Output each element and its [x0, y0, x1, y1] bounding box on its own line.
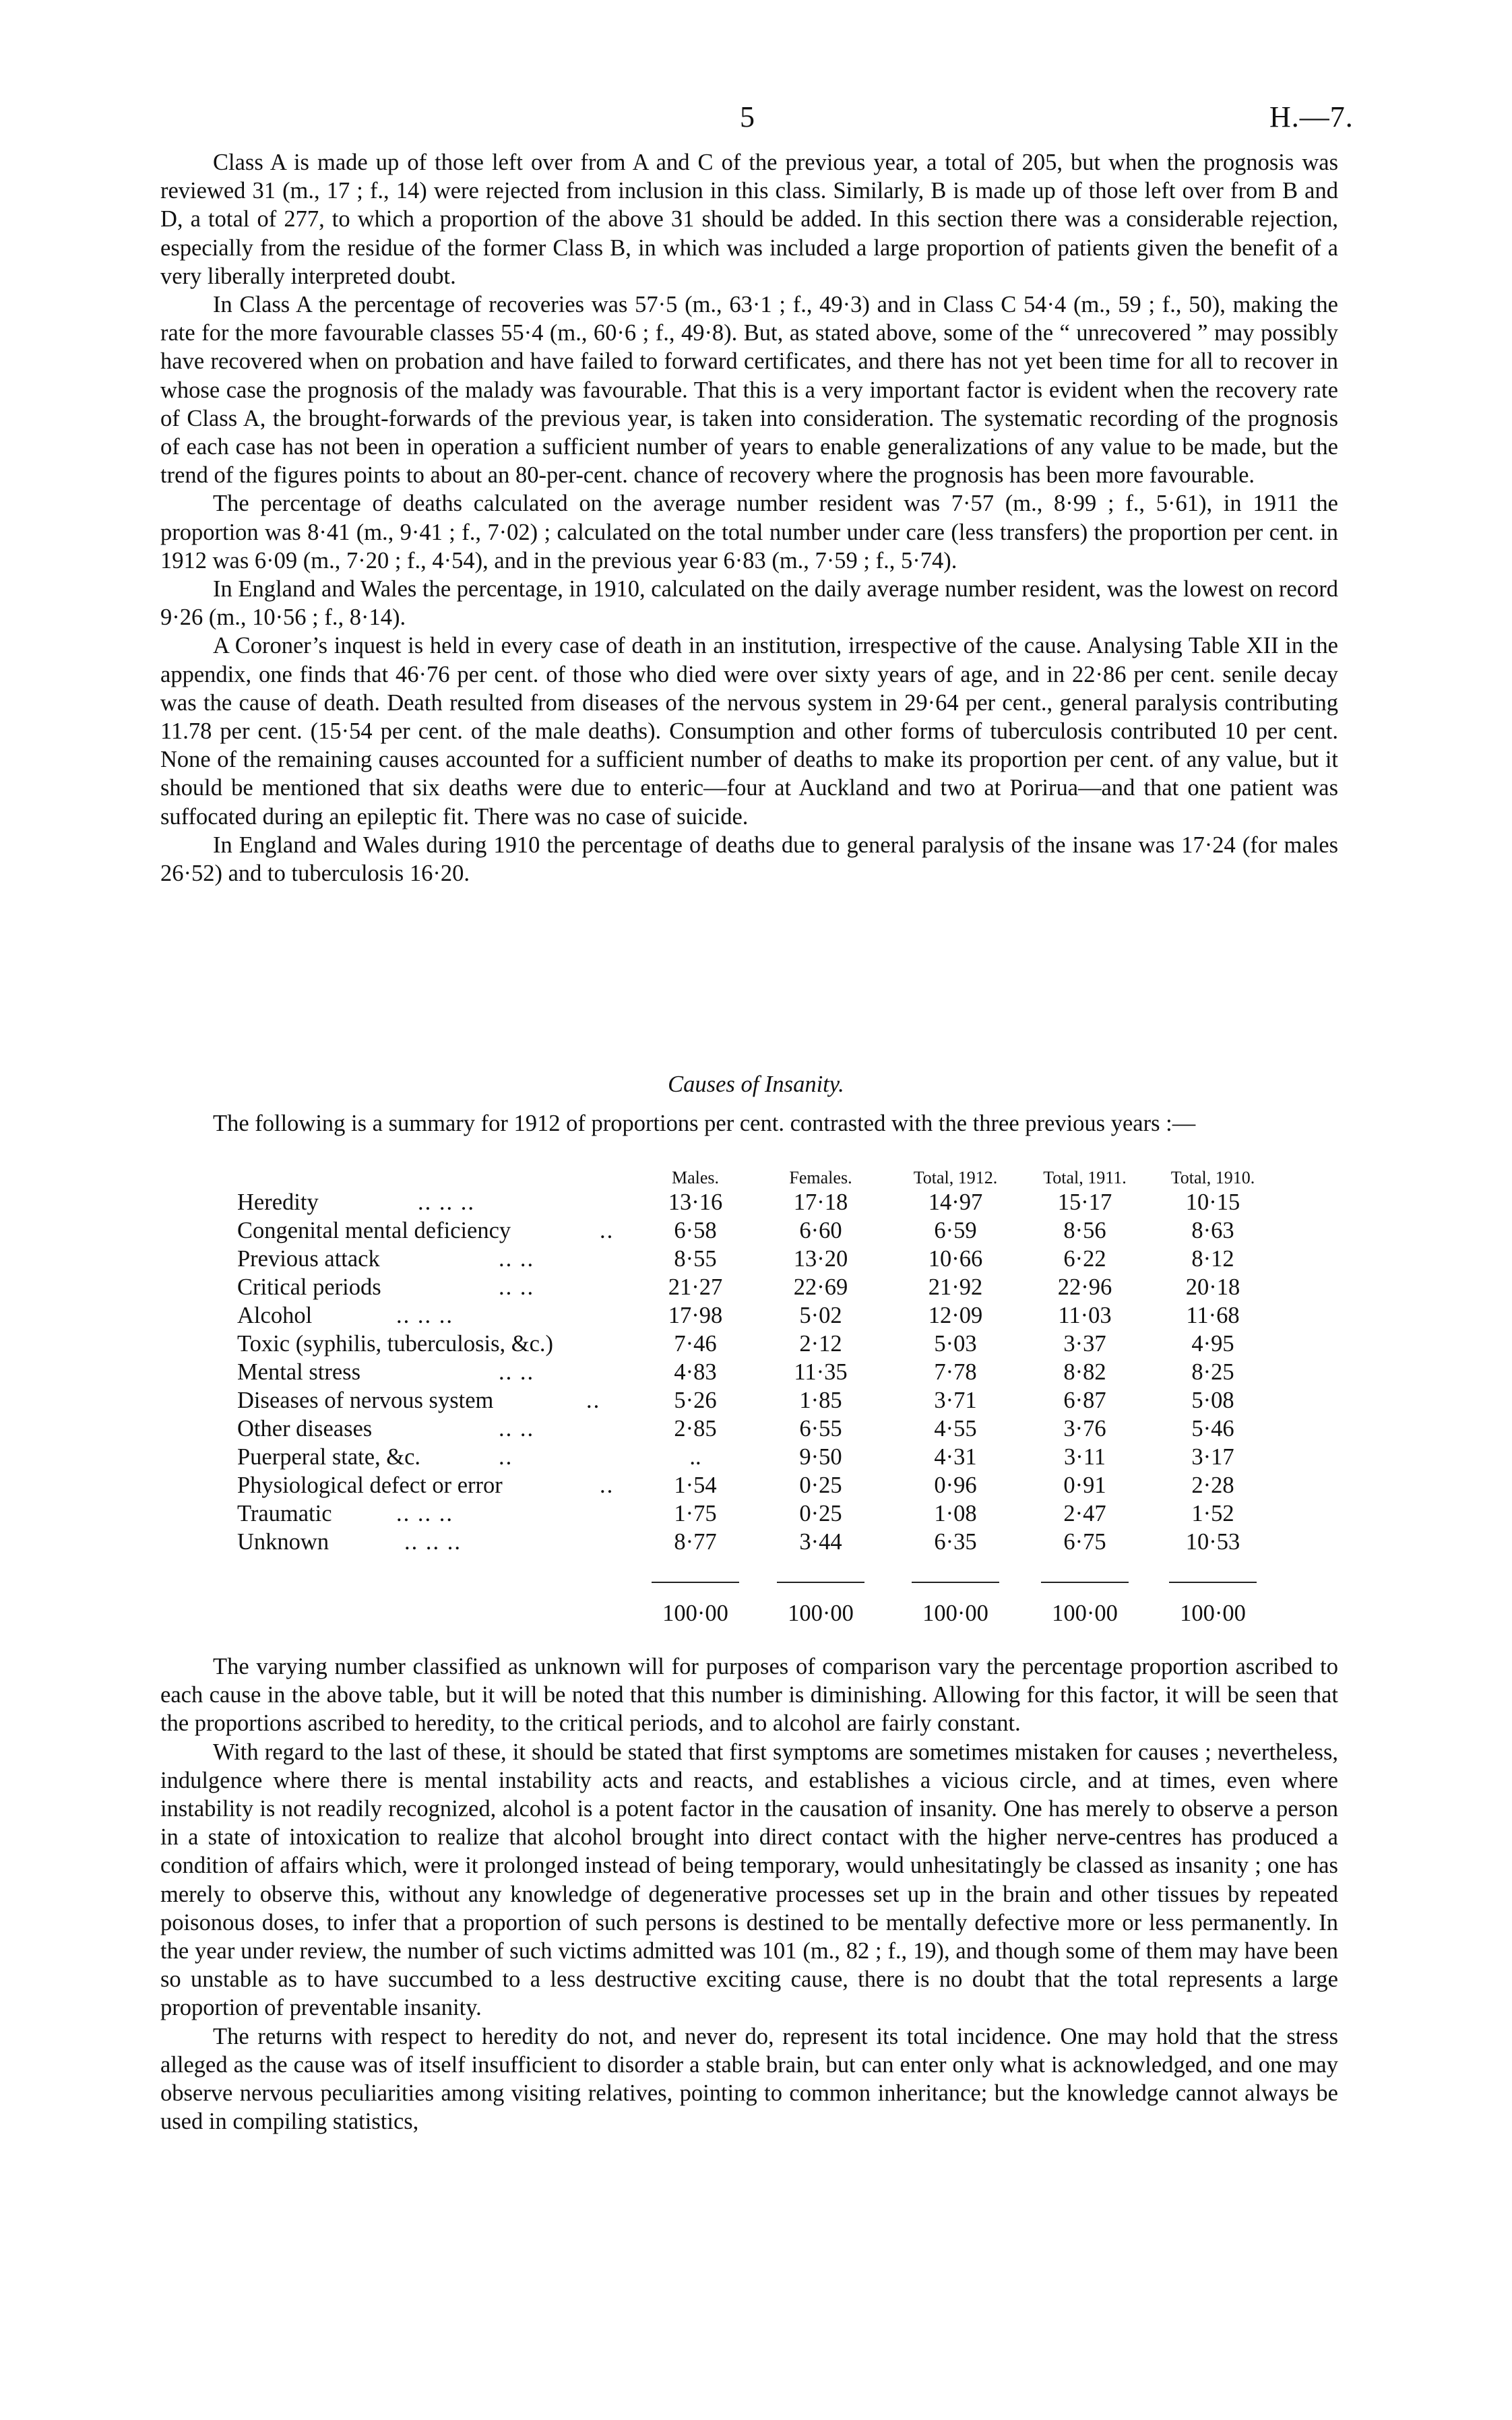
- cell-total-1910: 11·68: [1186, 1303, 1240, 1328]
- total-rule: [777, 1582, 864, 1583]
- row-label: Other diseases: [237, 1416, 373, 1441]
- cell-total-1910: 20·18: [1185, 1274, 1240, 1300]
- total-rule: [1041, 1582, 1129, 1583]
- leader-dots: .. ..: [499, 1246, 535, 1272]
- cell-males: 7·46: [674, 1331, 717, 1357]
- table-row: [0, 1388, 1512, 1416]
- cell-total-1912: 12·09: [928, 1303, 983, 1328]
- table-row: [0, 1303, 1512, 1331]
- total-rule: [912, 1582, 999, 1583]
- cell-females: 2·12: [799, 1331, 842, 1357]
- cell-total-1912: 0·96: [934, 1472, 977, 1498]
- cell-males: 4·83: [674, 1359, 717, 1385]
- row-label: Critical periods: [237, 1274, 381, 1300]
- cell-total-1911: 0·91: [1063, 1472, 1106, 1498]
- cell-males: 2·85: [674, 1416, 717, 1441]
- paragraph: The varying number classified as unknown will for purposes of comparison vary the percentage proportion ascribed to each cause in the above table, but it will be noted that this number is diminishing. Allowing for this factor, it will be seen that the proportions ascribed to heredity, to the critical periods, and to alcohol are fairly constant.: [160, 1654, 1338, 1737]
- row-label: Diseases of nervous system: [237, 1388, 494, 1413]
- cell-females: 13·20: [793, 1246, 848, 1272]
- row-label: Heredity: [237, 1189, 319, 1215]
- leader-dots: .. ..: [499, 1416, 535, 1441]
- cell-total-1911: 2·47: [1063, 1501, 1106, 1526]
- cell-total-1910: 8·12: [1191, 1246, 1234, 1272]
- cell-total-1910: 10·15: [1185, 1189, 1240, 1215]
- paragraph: A Coroner’s inquest is held in every case of death in an institution, irrespective of the cause. Analysing Table XII in the appendix, one finds that 46·76 per cent. of those who died were over sixty years of age, and in 22·86 per cent. senile decay was the cause of death. Death resulted from diseases of the nervous system in 29·64 per cent., general paralysis contributing 11.78 per cent. (15·54 per cent. of the male deaths). Consumption and other forms of tuberculosis contributed 10 per cent. None of the remaining causes accounted for a sufficient number of deaths to make its proportion per cent. of any value, but it should be mentioned that six deaths were due to enteric—four at Auckland and two at Porirua—and that one patient was suffocated during an epileptic fit. There was no case of suicide.: [160, 633, 1338, 830]
- row-label: Puerperal state, &c.: [237, 1444, 421, 1470]
- paragraph: With regard to the last of these, it should be stated that first symptoms are sometimes mistaken for causes ; nevertheless, indulgence where there is mental instability acts and reacts, and establishes a vicious circle, and at times, even where instability is not readily recognized, alcohol is a potent factor in the causation of insanity. One has merely to observe a person in a state of intoxication to realize that alcohol brought into direct contact with the higher nerve-centres has produced a condition of affairs which, were it prolonged instead of being temporary, would unhesitatingly be classed as insanity ; one has merely to observe this, without any knowledge of degenerative processes set up in the brain and other tissues by repeated poisonous doses, to infer that a proportion of such persons is destined to be mentally defective more or less permanently. In the year under review, the number of such victims admitted was 101 (m., 82 ; f., 19), and though some of them may have been so unstable as to have succumbed to a less destructive exciting cause, there is no doubt that the total represents a large proportion of preventable insanity.: [160, 1739, 1338, 2021]
- column-header-total-1912: Total, 1912.: [913, 1168, 998, 1187]
- cell-females: 5·02: [799, 1303, 842, 1328]
- leader-dots: ..: [586, 1388, 601, 1413]
- cell-males: 5·26: [674, 1388, 717, 1413]
- table-row: [0, 1218, 1512, 1246]
- leader-dots: .. .. ..: [404, 1529, 462, 1555]
- total-rule: [1169, 1582, 1257, 1583]
- cell-total-1910: 3·17: [1191, 1444, 1234, 1470]
- page-number: 5: [740, 100, 755, 133]
- cell-females: 0·25: [799, 1501, 842, 1526]
- paragraph: In Class A the percentage of recoveries was 57·5 (m., 63·1 ; f., 49·3) and in Class C 54·4 (m., 59 ; f., 50), making the rate for the more favourable classes 55·4 (m., 60·6 ; f., 49·8). But, as stated above, some of the “ unrecovered ” may possibly have recovered when on probation and have failed to forward certificates, and there has not yet been time for all to recover in whose case the prognosis of the malady was favourable. That this is a very important factor is evident when the recovery rate of Class A, the brought-forwards of the previous year, is taken into consideration. The systematic recording of the prognosis of each case has not been in operation a sufficient number of years to enable generalizations of any value to be made, but the trend of the figures points to about an 80-per-cent. chance of recovery where the prognosis has been more favourable.: [160, 292, 1338, 489]
- cell-total-1910: 10·53: [1185, 1529, 1240, 1555]
- cell-total-1912: 1·08: [934, 1501, 977, 1526]
- cell-total-1911: 3·37: [1063, 1331, 1106, 1357]
- body-text-top: [160, 148, 1338, 888]
- cell-total-1912: 5·03: [934, 1331, 977, 1357]
- table-row: [0, 1472, 1512, 1501]
- table-row: [0, 1274, 1512, 1303]
- cell-males: 6·58: [674, 1218, 717, 1243]
- table-row: [0, 1416, 1512, 1444]
- total-1912: 100·00: [922, 1601, 988, 1626]
- cell-females: 3·44: [799, 1529, 842, 1555]
- cell-total-1911: 6·75: [1063, 1529, 1106, 1555]
- cell-total-1911: 8·56: [1063, 1218, 1106, 1243]
- cell-total-1912: 4·31: [934, 1444, 977, 1470]
- cell-total-1910: 1·52: [1191, 1501, 1234, 1526]
- cell-total-1912: 6·59: [934, 1218, 977, 1243]
- leader-dots: .. ..: [499, 1274, 535, 1300]
- cell-females: 1·85: [799, 1388, 842, 1413]
- cell-total-1910: 5·08: [1191, 1388, 1234, 1413]
- cell-total-1912: 3·71: [934, 1388, 977, 1413]
- cell-total-1910: 5·46: [1191, 1416, 1234, 1441]
- cell-total-1910: 2·28: [1191, 1472, 1234, 1498]
- cell-total-1910: 8·63: [1191, 1218, 1234, 1243]
- leader-dots: ..: [600, 1218, 615, 1243]
- cell-females: 6·55: [799, 1416, 842, 1441]
- cell-males: 8·55: [674, 1246, 717, 1272]
- row-label: Alcohol: [237, 1303, 313, 1328]
- cell-females: 17·18: [793, 1189, 848, 1215]
- row-label: Previous attack: [237, 1246, 380, 1272]
- table-row: [0, 1529, 1512, 1557]
- cell-total-1912: 10·66: [928, 1246, 983, 1272]
- cell-males: 21·27: [668, 1274, 723, 1300]
- total-1910: 100·00: [1180, 1601, 1246, 1626]
- cell-males: 8·77: [674, 1529, 717, 1555]
- table-intro: [160, 1109, 1338, 1138]
- row-label: Toxic (syphilis, tuberculosis, &c.): [237, 1331, 554, 1357]
- cell-females: 0·25: [799, 1472, 842, 1498]
- total-rule: [652, 1582, 739, 1583]
- cell-males: ..: [689, 1444, 701, 1470]
- row-label: Mental stress: [237, 1359, 361, 1385]
- cell-total-1911: 6·22: [1063, 1246, 1106, 1272]
- cell-males: 13·16: [668, 1189, 723, 1215]
- row-label: Traumatic: [237, 1501, 332, 1526]
- table-row: [0, 1331, 1512, 1359]
- cell-males: 1·75: [674, 1501, 717, 1526]
- cell-total-1912: 4·55: [934, 1416, 977, 1441]
- cell-total-1911: 8·82: [1063, 1359, 1106, 1385]
- table-row: [0, 1359, 1512, 1388]
- column-header-total-1910: Total, 1910.: [1170, 1168, 1255, 1187]
- cell-total-1911: 11·03: [1058, 1303, 1112, 1328]
- cell-total-1911: 6·87: [1063, 1388, 1106, 1413]
- leader-dots: .. ..: [499, 1359, 535, 1385]
- paragraph: In England and Wales the percentage, in 1910, calculated on the daily average number resident, was the lowest on record 9·26 (m., 10·56 ; f., 8·14).: [160, 576, 1338, 631]
- paragraph: The following is a summary for 1912 of proportions per cent. contrasted with the three previous years :—: [213, 1111, 1196, 1136]
- cell-total-1912: 6·35: [934, 1529, 977, 1555]
- paragraph: Class A is made up of those left over from A and C of the previous year, a total of 205, but when the prognosis was reviewed 31 (m., 17 ; f., 14) were rejected from inclusion in this class. Similarly, B is made up of those left over from B and D, a total of 277, to which a proportion of the above 31 should be added. In this section there was a considerable rejection, especially from the residue of the former Class B, in which was included a large proportion of patients given the benefit of a very liberally interpreted doubt.: [160, 150, 1338, 289]
- column-header-males: Males.: [671, 1168, 720, 1187]
- cell-males: 1·54: [674, 1472, 717, 1498]
- cell-total-1911: 3·76: [1063, 1416, 1106, 1441]
- cell-total-1911: 3·11: [1064, 1444, 1106, 1470]
- cell-males: 17·98: [668, 1303, 723, 1328]
- total-females: 100·00: [788, 1601, 854, 1626]
- cell-total-1912: 14·97: [928, 1189, 983, 1215]
- total-males: 100·00: [662, 1601, 728, 1626]
- cell-total-1912: 7·78: [934, 1359, 977, 1385]
- cell-females: 22·69: [793, 1274, 848, 1300]
- section-heading: Causes of Insanity.: [668, 1072, 844, 1097]
- leader-dots: ..: [600, 1472, 615, 1498]
- paragraph: In England and Wales during 1910 the percentage of deaths due to general paralysis of the insane was 17·24 (for males 26·52) and to tuberculosis 16·20.: [160, 832, 1338, 887]
- cell-total-1911: 15·17: [1057, 1189, 1112, 1215]
- paragraph: The returns with respect to heredity do not, and never do, represent its total incidence. One may hold that the stress alleged as the cause was of itself insufficient to disorder a stable brain, but can enter only what is acknowledged, and one may observe nervous peculiarities among visiting relatives, pointing to common inheritance; but the knowledge cannot always be used in compiling statistics,: [160, 2023, 1338, 2135]
- total-1911: 100·00: [1052, 1601, 1118, 1626]
- table-row: [0, 1246, 1512, 1274]
- cell-females: 9·50: [799, 1444, 842, 1470]
- table-row: [0, 1444, 1512, 1472]
- cell-total-1910: 4·95: [1191, 1331, 1234, 1357]
- cell-total-1911: 22·96: [1057, 1274, 1112, 1300]
- body-text-bottom: [160, 1652, 1338, 2136]
- row-label: Physiological defect or error: [237, 1472, 503, 1498]
- row-label: Unknown: [237, 1529, 329, 1555]
- paragraph: The percentage of deaths calculated on the average number resident was 7·57 (m., 8·99 ; f., 5·61), in 1911 the proportion was 8·41 (m., 9·41 ; f., 7·02) ; calculated on the total number under care (less transfers) the proportion per cent. in 1912 was 6·09 (m., 7·20 ; f., 4·54), and in the previous year 6·83 (m., 7·59 ; f., 5·74).: [160, 491, 1338, 573]
- row-label: Congenital mental deficiency: [237, 1218, 511, 1243]
- document-reference: H.—7.: [1269, 100, 1354, 133]
- leader-dots: ..: [499, 1444, 513, 1470]
- column-header-total-1911: Total, 1911.: [1043, 1168, 1127, 1187]
- cell-total-1910: 8·25: [1191, 1359, 1234, 1385]
- cell-females: 11·35: [794, 1359, 848, 1385]
- table-row: [0, 1501, 1512, 1529]
- table-row: [0, 1189, 1512, 1218]
- cell-total-1912: 21·92: [928, 1274, 983, 1300]
- leader-dots: .. .. ..: [418, 1189, 475, 1215]
- column-header-females: Females.: [789, 1168, 852, 1187]
- cell-females: 6·60: [799, 1218, 842, 1243]
- leader-dots: .. .. ..: [396, 1501, 453, 1526]
- page-header: [0, 100, 1512, 140]
- leader-dots: .. .. ..: [396, 1303, 453, 1328]
